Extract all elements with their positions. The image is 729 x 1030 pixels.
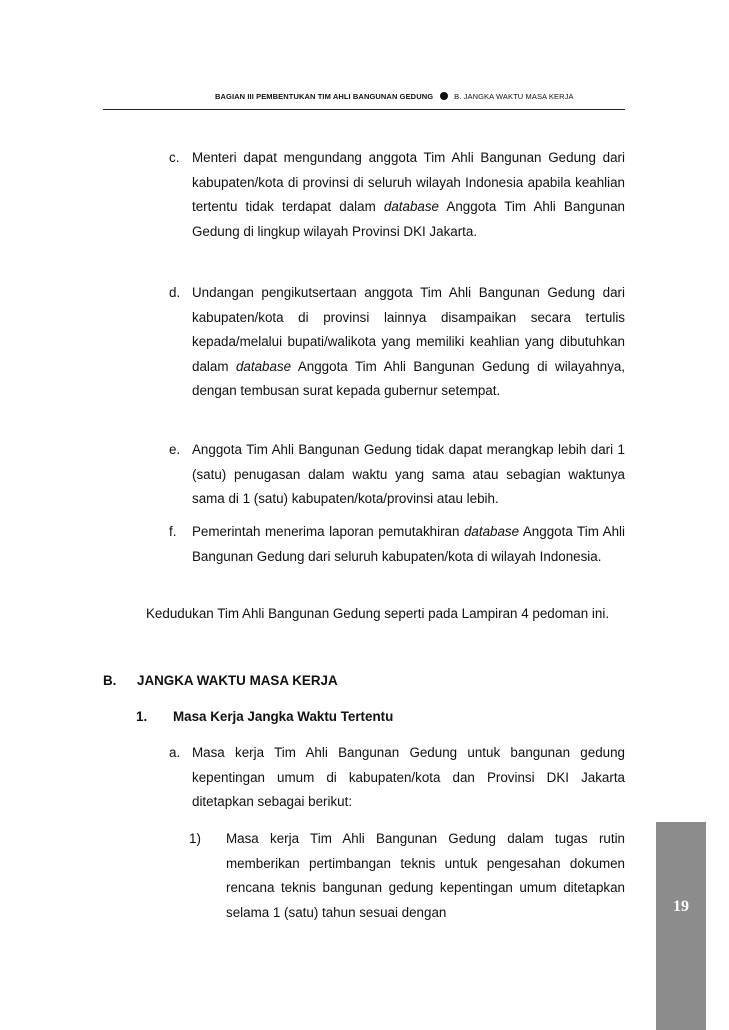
list-item-text: Masa kerja Tim Ahli Bangunan Gedung dalam tugas rutin memberikan pertimbangan teknis untuk pengesahan dokumen rencana teknis bangunan gedung kepentingan umum ditetapkan selama 1 (satu) tahun sesuai dengan <box>226 831 625 920</box>
list-item-text: Pemerintah menerima laporan pemutakhiran database Anggota Tim Ahli Bangunan Gedung dari seluruh kabupaten/kota di wilayah Indonesia. <box>192 524 625 564</box>
list-marker: 1) <box>189 831 201 846</box>
list-marker: e. <box>169 442 181 457</box>
header-rule <box>103 109 625 110</box>
list-item-text: Masa kerja Tim Ahli Bangunan Gedung untuk bangunan gedung kepentingan umum di kabupaten/kota dan Provinsi DKI Jakarta ditetapkan sebagai berikut: <box>192 745 625 809</box>
header-chapter: BAGIAN III PEMBENTUKAN TIM AHLI BANGUNAN GEDUNG <box>215 92 434 101</box>
list-item-e <box>169 438 625 512</box>
list-item-text: Anggota Tim Ahli Bangunan Gedung tidak dapat merangkap lebih dari 1 (satu) penugasan dalam waktu yang sama atau sebagian waktunya sama di 1 (satu) kabupaten/kota/provinsi atau lebih. <box>192 442 625 506</box>
subsection-title: Masa Kerja Jangka Waktu Tertentu <box>173 709 394 724</box>
header-section: B. JANGKA WAKTU MASA KERJA <box>454 92 574 101</box>
page-tab <box>656 822 706 1030</box>
page-number: 19 <box>673 898 689 915</box>
bullet-dot-icon <box>440 92 448 100</box>
list-item-text: Undangan pengikutsertaan anggota Tim Ahli Bangunan Gedung dari kabupaten/kota di provinsi lainnya disampaikan secara tertulis kepada/melalui bupati/walikota yang memiliki keahlian yang dibutuhkan dalam database Anggota Tim Ahli Bangunan Gedung di wilayahnya, dengan tembusan surat kepada gubernur setempat. <box>192 285 625 398</box>
list-item-a <box>169 741 625 815</box>
list-item-1 <box>189 827 625 925</box>
list-item-d <box>169 281 625 404</box>
section-title: JANGKA WAKTU MASA KERJA <box>137 673 338 688</box>
list-item-f <box>169 520 625 569</box>
list-marker: c. <box>169 150 180 165</box>
running-header <box>215 92 625 101</box>
list-marker: f. <box>169 524 177 539</box>
list-item-text: Menteri dapat mengundang anggota Tim Ahli Bangunan Gedung dari kabupaten/kota di provinsi di seluruh wilayah Indonesia apabila keahlian tertentu tidak terdapat dalam database Anggota Tim Ahli Bangunan Gedung di lingkup wilayah Provinsi DKI Jakarta. <box>192 150 625 239</box>
kedudukan-paragraph: Kedudukan Tim Ahli Bangunan Gedung seperti pada Lampiran 4 pedoman ini. <box>146 606 610 621</box>
section-marker: B. <box>103 673 117 688</box>
list-item-c <box>169 146 625 244</box>
subsection-marker: 1. <box>136 709 148 724</box>
list-marker: d. <box>169 285 181 300</box>
list-marker: a. <box>169 745 181 760</box>
